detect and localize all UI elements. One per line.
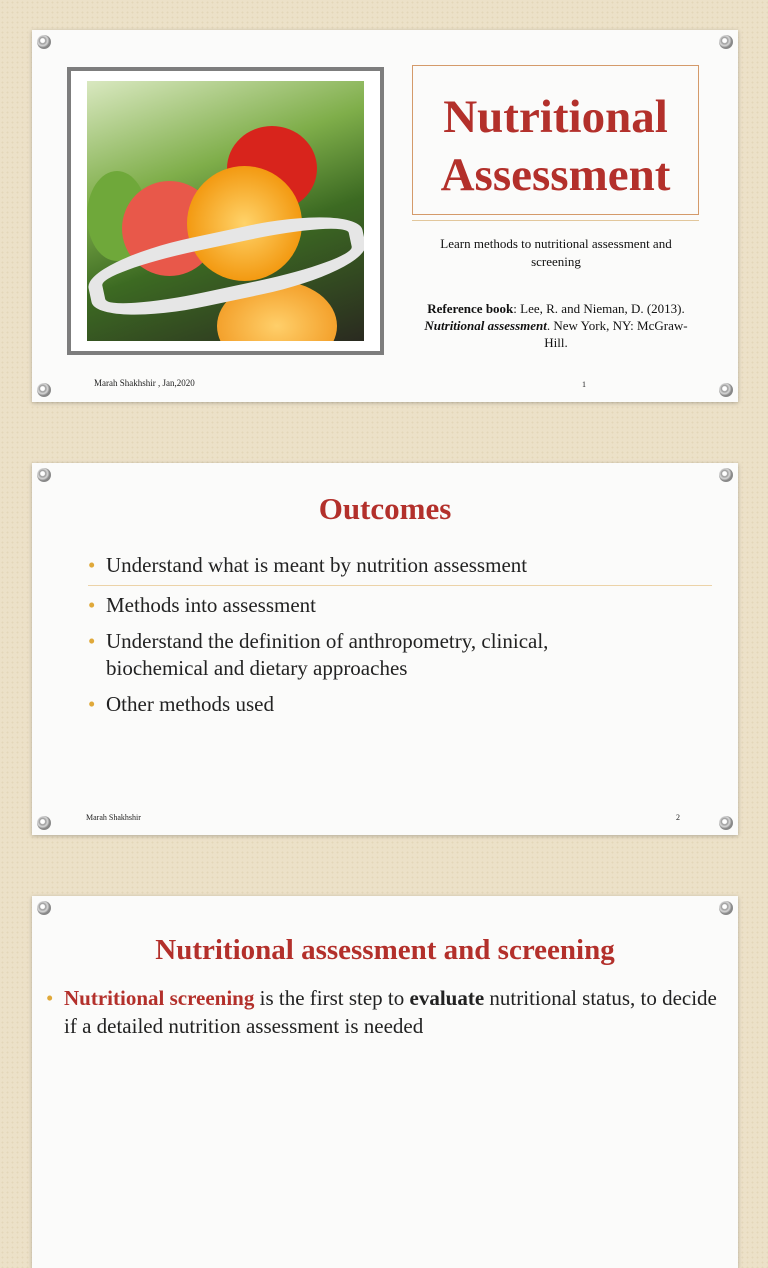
pin-icon [719, 35, 733, 49]
list-item: • Understand the definition of anthropometry, clinical, biochemical and dietary approaches [88, 628, 608, 682]
bullet-list [46, 984, 726, 1049]
pin-icon [37, 468, 51, 482]
pin-icon [37, 901, 51, 915]
slide-title: Outcomes [318, 491, 452, 526]
title-box [412, 65, 699, 215]
ref-text: . New York, NY: McGraw-Hill. [544, 318, 688, 350]
ref-book: Nutritional assessment [424, 318, 547, 333]
list-item: • Methods into assessment [88, 592, 688, 619]
ref-text: : Lee, R. and Nieman, D. (2013). [513, 301, 685, 316]
slide-title: Nutritional assessment and screening [155, 934, 615, 966]
page-number: 1 [582, 380, 586, 389]
divider [412, 220, 699, 221]
ref-label: Reference book [427, 301, 514, 316]
text: is the first step to [254, 986, 410, 1010]
title-line-1: Nutritional [443, 91, 668, 143]
footer: Marah Shakhshir [86, 813, 141, 822]
slide-2[interactable] [32, 463, 738, 835]
pin-icon [719, 468, 733, 482]
title-line-2: Assessment [440, 149, 671, 201]
pin-icon [37, 816, 51, 830]
subtitle: Learn methods to nutritional assessment and screening [440, 236, 672, 269]
outcomes-list [88, 552, 688, 727]
pin-icon [37, 35, 51, 49]
slide-1[interactable] [32, 30, 738, 402]
reference [424, 300, 688, 351]
list-item [46, 984, 726, 1040]
pin-icon [37, 383, 51, 397]
pin-icon [719, 901, 733, 915]
page-number: 2 [676, 813, 680, 822]
list-item: • Understand what is meant by nutrition assessment [88, 552, 712, 586]
fruit-photo [67, 67, 384, 355]
term: Nutritional screening [64, 986, 255, 1010]
bold-word: evaluate [409, 986, 485, 1010]
slide-3[interactable] [32, 896, 738, 1268]
footer: Marah Shakhshir , Jan,2020 [94, 378, 195, 388]
list-item: • Other methods used [88, 691, 688, 718]
text: nutritional status, to decide if a detailed nutrition assessment is needed [64, 986, 717, 1038]
pin-icon [719, 383, 733, 397]
pin-icon [719, 816, 733, 830]
